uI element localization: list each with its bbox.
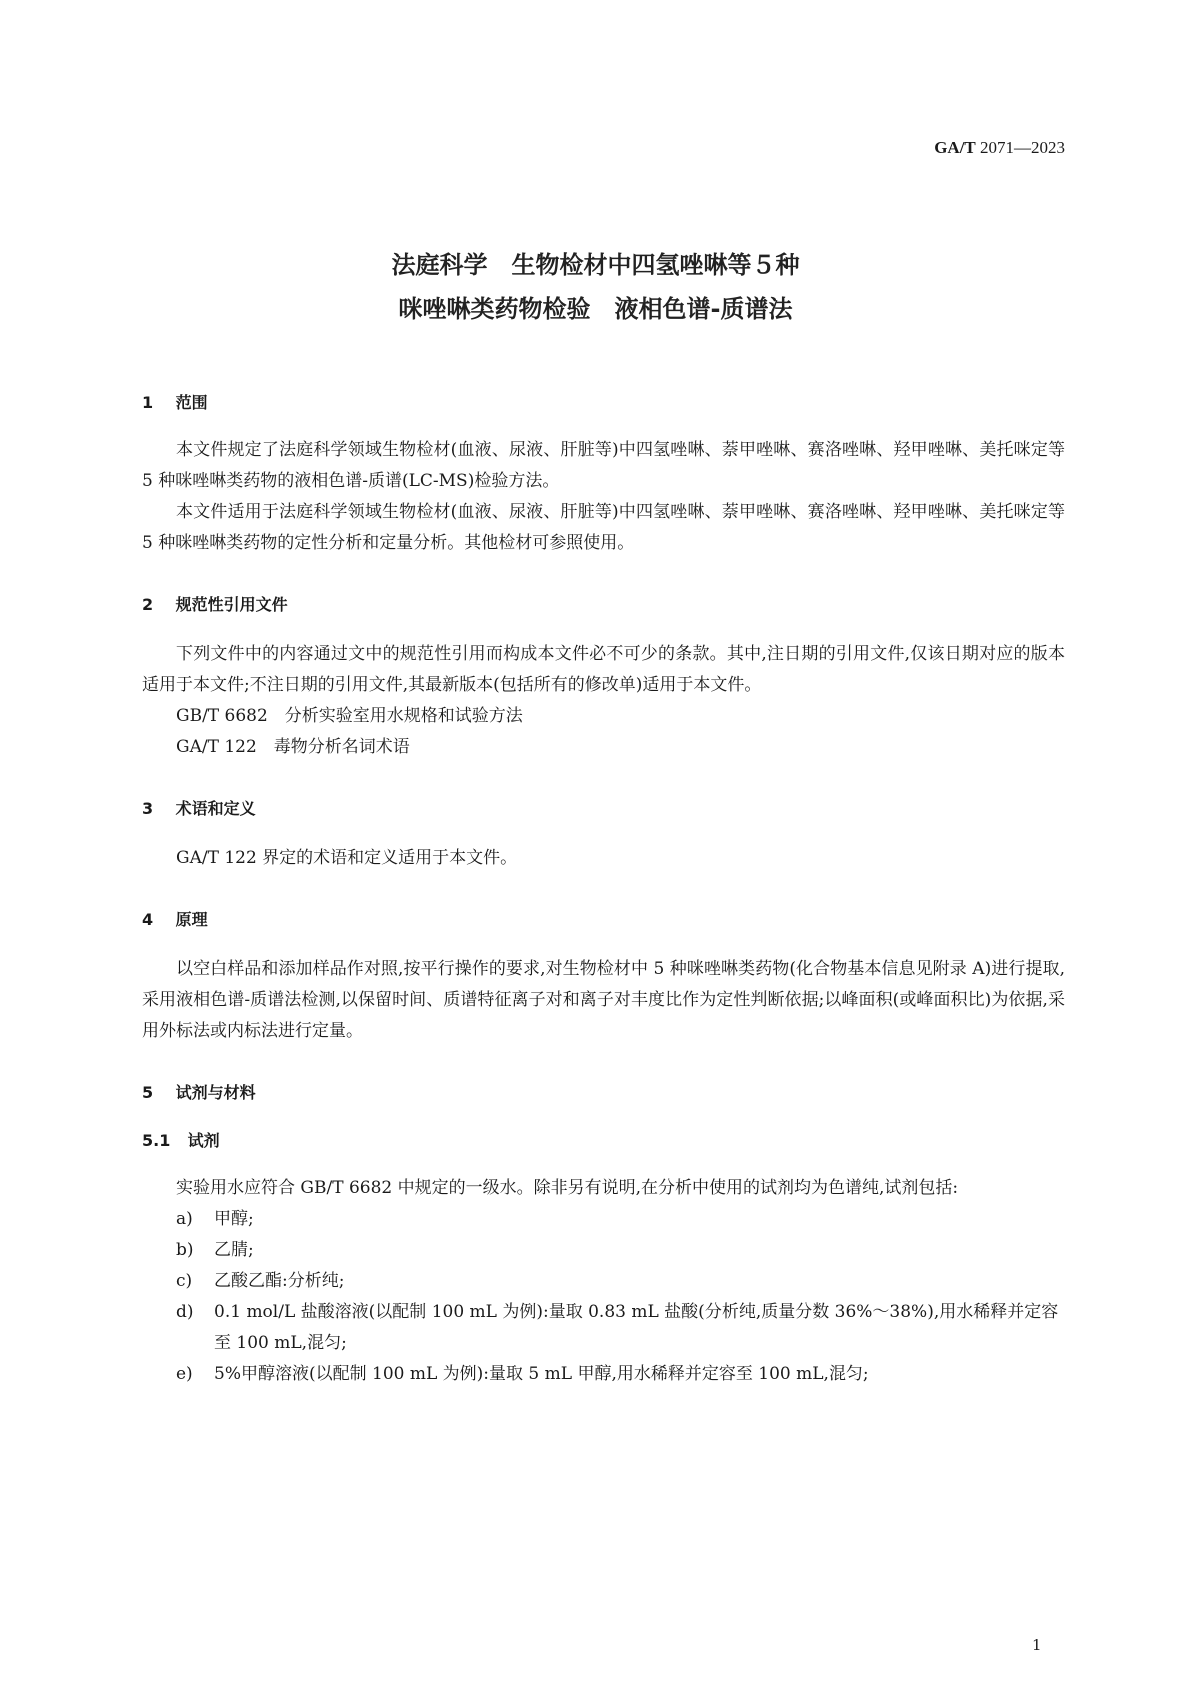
list-item-text: 乙酸乙酯:分析纯; [214,1271,345,1291]
list-item [142,1204,1065,1235]
list-item-text: 5%甲醇溶液(以配制 100 mL 为例):量取 5 mL 甲醇,用水稀释并定容至 100 mL,混匀; [214,1364,869,1384]
section-1-paragraph-2: 本文件适用于法庭科学领域生物检材(血液、尿液、肝脏等)中四氢唑啉、萘甲唑啉、赛洛唑啉、羟甲唑啉、美托咪定等 5 种咪唑啉类药物的定性分析和定量分析。其他检材可参照使用。 [142,502,1065,553]
section-3-heading [142,798,1065,820]
title-line-1: 法庭科学 生物检材中四氢唑啉等５种 [391,251,800,279]
subsection-5-1-heading [142,1130,1065,1152]
section-title: 术语和定义 [175,799,256,818]
page-number: 1 [1032,1636,1042,1654]
section-5-heading [142,1082,1065,1104]
section-4-heading [142,909,1065,931]
list-item-text: 乙腈; [214,1240,254,1260]
document-code-prefix: GA/T [934,138,976,157]
section-number: 5 [142,1083,154,1102]
subsection-number: 5.1 [142,1131,171,1150]
list-item [142,1359,1065,1390]
list-item-label: b) [176,1240,194,1260]
section-number: 1 [142,393,154,412]
section-title: 试剂与材料 [175,1083,256,1102]
section-title: 原理 [175,910,208,929]
list-item [142,1235,1065,1266]
section-title: 规范性引用文件 [175,595,288,614]
document-title [0,243,1191,331]
section-number: 2 [142,595,154,614]
list-item-label: e) [176,1364,193,1384]
list-item-label: a) [176,1209,193,1229]
list-item-label: c) [176,1271,193,1291]
section-1-heading [142,392,1065,414]
section-4-paragraph-1: 以空白样品和添加样品作对照,按平行操作的要求,对生物检材中 5 种咪唑啉类药物(化合物基本信息见附录 A)进行提取,采用液相色谱-质谱法检测,以保留时间、质谱特征离子对和离子对丰度比作为定性判断依据;以峰面积(或峰面积比)为依据,采用外标法或内标法进行定量。 [142,959,1065,1041]
document-body [142,392,1065,1390]
section-number: 3 [142,799,154,818]
subsection-5-1-paragraph-1: 实验用水应符合 GB/T 6682 中规定的一级水。除非另有说明,在分析中使用的试剂均为色谱纯,试剂包括: [176,1178,959,1198]
document-code-number: 2071—2023 [980,138,1065,157]
section-1-paragraph-1: 本文件规定了法庭科学领域生物检材(血液、尿液、肝脏等)中四氢唑啉、萘甲唑啉、赛洛唑啉、羟甲唑啉、美托咪定等 5 种咪唑啉类药物的液相色谱-质谱(LC-MS)检验方法。 [142,440,1065,491]
section-3-paragraph-1: GA/T 122 界定的术语和定义适用于本文件。 [176,848,518,868]
section-2-paragraph-1: 下列文件中的内容通过文中的规范性引用而构成本文件必不可少的条款。其中,注日期的引用文件,仅该日期对应的版本适用于本文件;不注日期的引用文件,其最新版本(包括所有的修改单)适用于本文件。 [142,644,1065,695]
title-line-2: 咪唑啉类药物检验 液相色谱-质谱法 [398,295,793,323]
subsection-title: 试剂 [187,1131,220,1150]
list-item [142,1297,1065,1359]
list-item [142,1266,1065,1297]
list-item-label: d) [176,1302,194,1322]
reagent-list [142,1204,1065,1390]
document-code [934,138,1065,158]
section-number: 4 [142,910,154,929]
section-title: 范围 [175,393,208,412]
list-item-text: 0.1 mol/L 盐酸溶液(以配制 100 mL 为例):量取 0.83 mL 盐酸(分析纯,质量分数 36%～38%),用水稀释并定容至 100 mL,混匀; [214,1302,1059,1353]
normative-reference: GB/T 6682 分析实验室用水规格和试验方法 [176,706,523,726]
list-item-text: 甲醇; [214,1209,254,1229]
normative-reference: GA/T 122 毒物分析名词术语 [176,737,410,757]
section-2-heading [142,594,1065,616]
